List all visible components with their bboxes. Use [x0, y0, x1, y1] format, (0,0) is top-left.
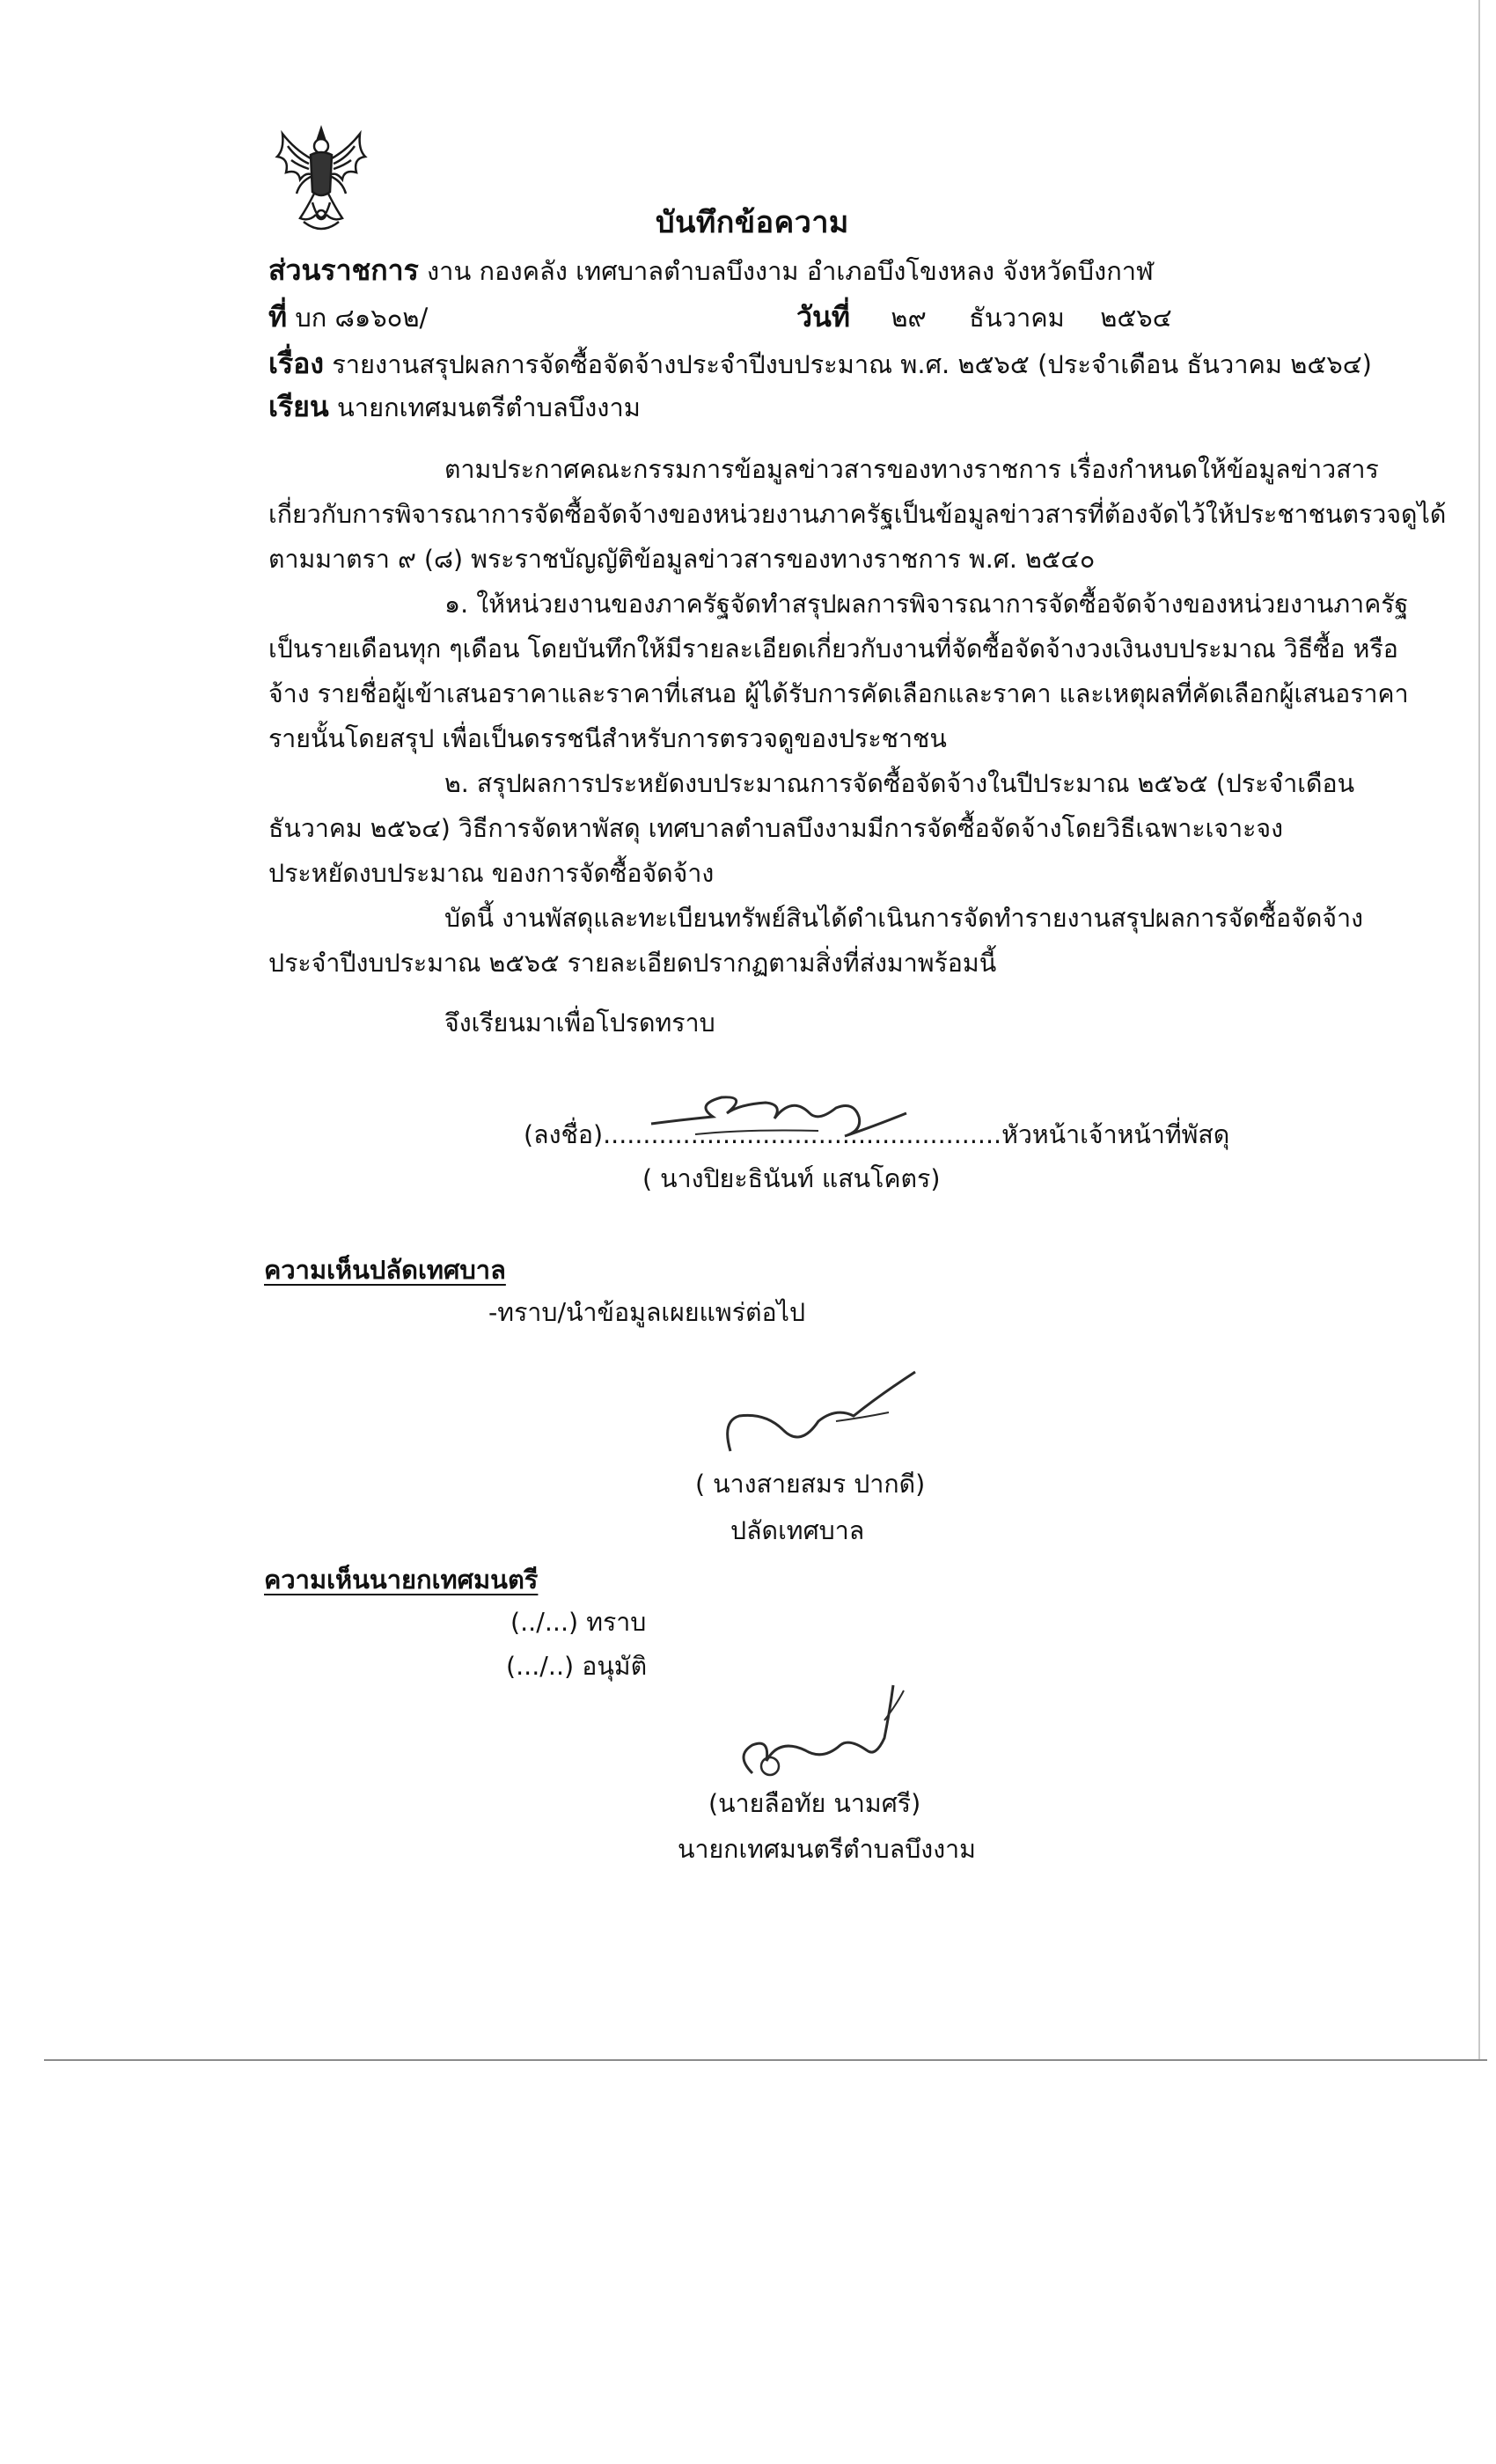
subject-value: รายงานสรุปผลการจัดซื้อจัดจ้างประจำปีงบประมาณ พ.ศ. ๒๕๖๕ (ประจำเดือน ธันวาคม ๒๕๖๔)	[332, 349, 1372, 379]
mayor-opinion-heading: ความเห็นนายกเทศมนตรี	[264, 1565, 539, 1595]
mayor-position: นายกเทศมนตรีตำบลบึงงาม	[678, 1835, 976, 1864]
date-row	[796, 297, 1172, 337]
paragraph-2-line-3: จ้าง รายชื่อผู้เข้าเสนอราคาและราคาที่เสนอ ผู้ได้รับการคัดเลือกและราคา และเหตุผลที่คัดเลือกผู้เสนอราคา	[268, 679, 1409, 708]
paragraph-3-line-3: ประหยัดงบประมาณ ของการจัดซื้อจัดจ้าง	[268, 859, 715, 888]
date-year: ๒๕๖๔	[1100, 303, 1172, 333]
closing-line: จึงเรียนมาเพื่อโปรดทราบ	[444, 1008, 715, 1038]
deputy-position: ปลัดเทศบาล	[730, 1516, 865, 1545]
deputy-name: ( นางสายสมร ปากดี)	[695, 1470, 926, 1499]
reference-value: บก ๘๑๖๐๒/	[295, 303, 429, 333]
signature-deputy	[704, 1360, 933, 1465]
paragraph-1-line-1: ตามประกาศคณะกรรมการข้อมูลข่าวสารของทางราชการ เรื่องกำหนดให้ข้อมูลข่าวสาร	[444, 455, 1379, 484]
paragraph-2-line-2: เป็นรายเดือนทุก ๆเดือน โดยบันทึกให้มีรายละเอียดเกี่ยวกับงานที่จัดซื้อจัดจ้างวงเงินงบประมาณ วิธีซื้อ หรือ	[268, 634, 1398, 664]
mayor-name: (นายลือทัย นามศรี)	[708, 1789, 921, 1818]
subject-label: เรื่อง	[268, 347, 324, 380]
signature-prefix: (ลงชื่อ)	[524, 1120, 604, 1149]
scan-edge-bottom	[44, 2059, 1487, 2061]
recipient-label: เรียน	[268, 390, 329, 423]
paragraph-2-line-4: รายนั้นโดยสรุป เพื่อเป็นดรรชนีสำหรับการตรวจดูของประชาชน	[268, 724, 947, 753]
date-month: ธันวาคม	[969, 303, 1065, 333]
paragraph-3-line-2: ธันวาคม ๒๕๖๔) วิธีการจัดหาพัสดุ เทศบาลตำบลบึงงามมีการจัดซื้อจัดจ้างโดยวิธีเฉพาะเจาะจง	[268, 814, 1284, 843]
subject-row	[268, 344, 1372, 384]
signature-dots: ..................................................	[603, 1120, 1002, 1149]
date-day: ๒๙	[891, 303, 927, 333]
deputy-opinion-heading: ความเห็นปลัดเทศบาล	[264, 1255, 506, 1285]
deputy-opinion-text: -ทราบ/นำข้อมูลเผยแพร่ต่อไป	[488, 1298, 806, 1327]
mayor-option-acknowledge: (../...) ทราบ	[510, 1608, 647, 1637]
paragraph-3-line-1: ๒. สรุปผลการประหยัดงบประมาณการจัดซื้อจัดจ้างในปีประมาณ ๒๕๖๕ (ประจำเดือน	[444, 769, 1355, 798]
recipient-value: นายกเทศมนตรีตำบลบึงงาม	[336, 392, 641, 422]
page-title: บันทึกข้อความ	[656, 205, 849, 240]
signature-line-1	[524, 1116, 1229, 1155]
recipient-row	[268, 387, 641, 427]
agency-label: ส่วนราชการ	[268, 253, 419, 287]
agency-row	[268, 251, 1154, 290]
garuda-emblem-icon	[268, 123, 374, 238]
reference-row	[268, 297, 428, 337]
signatory-1-name: ( นางปิยะธินันท์ แสนโคตร)	[642, 1164, 941, 1193]
paragraph-4-line-1: บัดนี้ งานพัสดุและทะเบียนทรัพย์สินได้ดำเนินการจัดทำรายงานสรุปผลการจัดซื้อจัดจ้าง	[444, 904, 1363, 933]
paragraph-2-line-1: ๑. ให้หน่วยงานของภาครัฐจัดทำสรุปผลการพิจารณาการจัดซื้อจัดจ้างของหน่วยงานภาครัฐ	[444, 590, 1409, 619]
paragraph-1-line-2: เกี่ยวกับการพิจารณาการจัดซื้อจัดจ้างของหน่วยงานภาครัฐเป็นข้อมูลข่าวสารที่ต้องจัดไว้ให้ประชาชนตรวจดูได้	[268, 500, 1447, 529]
mayor-option-approve: (.../..) อนุมัติ	[506, 1652, 648, 1681]
paragraph-1-line-3: ตามมาตรา ๙ (๘) พระราชบัญญัติข้อมูลข่าวสารของทางราชการ พ.ศ. ๒๕๔๐	[268, 545, 1096, 574]
agency-value: งาน กองคลัง เทศบาลตำบลบึงงาม อำเภอบึงโขงหลง จังหวัดบึงกาฬ	[427, 256, 1154, 286]
signature-position: หัวหน้าเจ้าหน้าที่พัสดุ	[1001, 1120, 1230, 1149]
reference-label: ที่	[268, 300, 288, 334]
signature-mayor	[717, 1676, 920, 1791]
date-label: วันที่	[796, 300, 850, 334]
scan-edge-right	[1478, 0, 1480, 2059]
paragraph-4-line-2: ประจำปีงบประมาณ ๒๕๖๕ รายละเอียดปรากฏตามสิ่งที่ส่งมาพร้อมนี้	[268, 949, 997, 978]
